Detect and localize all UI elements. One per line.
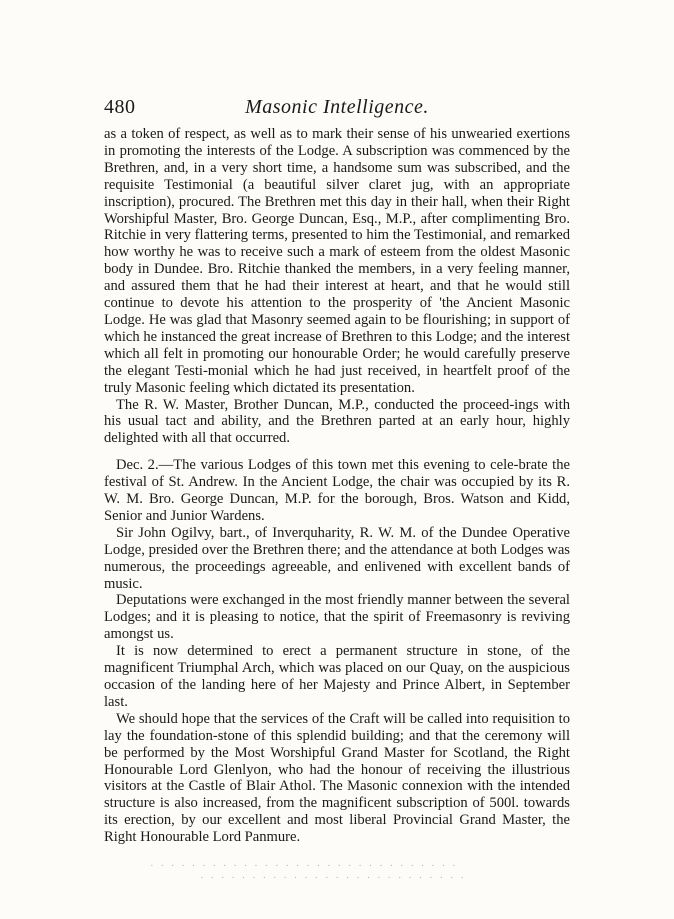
page-header — [104, 96, 570, 120]
paragraph-st-andrew: Dec. 2.—The various Lodges of this town met this evening to cele-brate the festival of St. Andrew. In the Ancient Lodge, the chair was occupied by its R. W. M. Bro. George Duncan, M.P. for the borough, Bros. Watson and Kidd, Senior and Junior Wardens. — [104, 457, 570, 524]
running-head: Masonic Intelligence. — [245, 96, 429, 118]
paragraph-deputations: Deputations were exchanged in the most friendly manner between the several Lodges; and it is pleasing to notice, that the spirit of Freemasonry is reviving amongst us. — [104, 592, 570, 643]
paragraph-proceedings: The R. W. Master, Brother Duncan, M.P., conducted the proceed-ings with his usual tact and ability, and the Brethren parted at an early hour, highly delighted with all that occurred. — [104, 396, 570, 447]
show-through-text: · · · · · · · · · · · · · · · · · · · · · · · · · · · · · · — [150, 860, 458, 872]
paragraph-triumphal-arch: It is now determined to erect a permanent structure in stone, of the magnificent Triumphal Arch, which was placed on our Quay, on the auspicious occasion of the landing here of her Majesty and Prince Albert, in September last. — [104, 643, 570, 710]
paragraph-testimonial: as a token of respect, as well as to mark their sense of his unwearied exertions in promoting the interests of the Lodge. A subscription was commenced by the Brethren, and, in a very short time, a handsome sum was subscribed, and the requisite Testimonial (a beautiful silver claret jug, with an appropriate inscription), procured. The Brethren met this day in their hall, when their Right Worshipful Master, Bro. George Duncan, Esq., M.P., after complimenting Bro. Ritchie in very flattering terms, presented to him the Testimonial, and remarked how worthy he was to receive such a mark of esteem from the oldest Masonic body in Dundee. Bro. Ritchie thanked the members, in a very feeling manner, and assured them that he had their interest at heart, and that he would still continue to devote his attention to the prosperity of 'the Ancient Masonic Lodge. He was glad that Masonry seemed again to be flourishing; in support of which he instanced the great increase of Brethren to this Lodge; and the interest which all felt in promoting our honourable Order; he would carefully preserve the elegant Testi-monial which he had just received, in heartfelt proof of the truly Masonic feeling which dictated its presentation. — [104, 126, 570, 396]
paragraph-foundation-stone: We should hope that the services of the Craft will be called into requisition to lay the foundation-stone of this splendid building; and that the ceremony will be performed by the Most Worshipful Grand Master for Scotland, the Right Honourable Lord Glenlyon, who had the honour of receiving the illustrious visitors at the Castle of Blair Athol. The Masonic connexion with the intended structure is also increased, from the magnificent subscription of 500l. towards its erection, by our excellent and most liberal Provincial Grand Master, the Right Honourable Lord Panmure. — [104, 710, 570, 846]
paragraph-operative-lodge: Sir John Ogilvy, bart., of Inverquharity, R. W. M. of the Dundee Operative Lodge, presided over the Brethren there; and the attendance at both Lodges was numerous, the proceedings agreeable, and enlivened with excellent bands of music. — [104, 524, 570, 592]
body-text — [104, 126, 570, 846]
page-number: 480 — [104, 96, 136, 118]
show-through-text: · · · · · · · · · · · · · · · · · · · · · · · · · · — [200, 872, 466, 884]
